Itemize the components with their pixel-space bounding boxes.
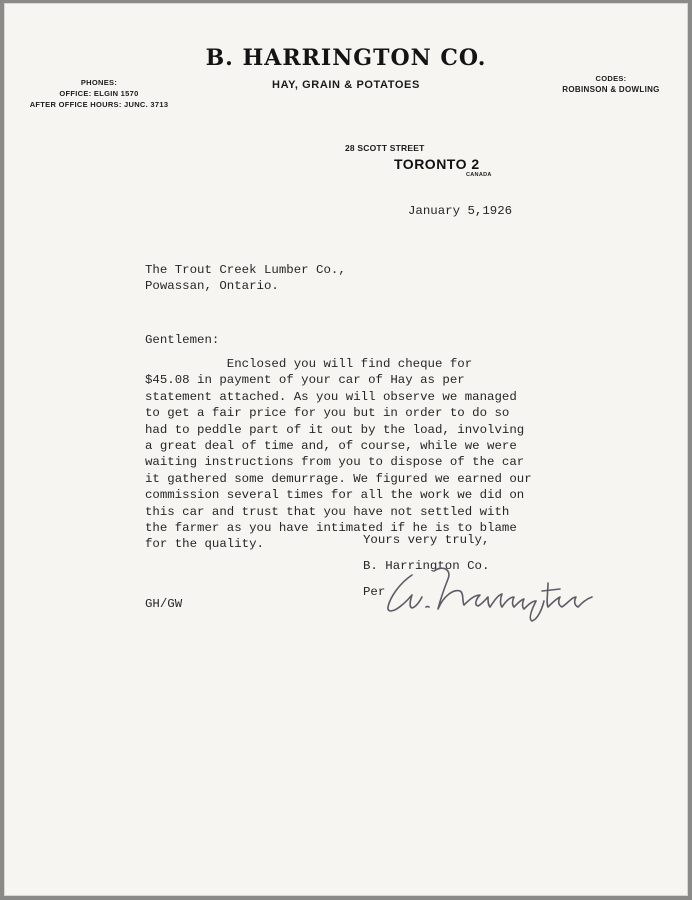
phones-block: [28, 77, 170, 110]
letter-body: [145, 356, 532, 553]
phones-label: PHONES:: [80, 78, 118, 87]
recipient-address: [145, 262, 346, 294]
phone-after-hours: AFTER OFFICE HOURS: JUNC. 3713: [29, 100, 169, 109]
salutation: Gentlemen:: [145, 333, 220, 347]
body-line: had to peddle part of it out by the load, involving: [145, 422, 525, 437]
typist-initials: GH/GW: [145, 597, 183, 611]
body-line: a great deal of time and, of course, while we were: [145, 439, 517, 454]
country: CANADA: [466, 172, 492, 178]
city: TORONTO 2: [394, 156, 480, 172]
body-line: statement attached. As you will observe we managed: [145, 389, 517, 404]
codes-value: ROBINSON & DOWLING: [562, 85, 660, 94]
recipient-line-2: Powassan, Ontario.: [145, 279, 279, 293]
body-line: $45.08 in payment of your car of Hay as per: [145, 373, 465, 388]
body-line: this car and trust that you have not settled with: [145, 504, 510, 519]
business-line: HAY, GRAIN & POTATOES: [272, 79, 420, 91]
company-name: B. HARRINGTON CO.: [205, 45, 487, 71]
body-line: it gathered some demurrage. We figured we earned our: [145, 471, 532, 486]
body-line: commission several times for all the work we did on: [145, 488, 525, 503]
recipient-line-1: The Trout Creek Lumber Co.,: [145, 263, 346, 277]
body-line: for the quality.: [145, 537, 264, 552]
codes-block: [552, 73, 670, 95]
handwritten-signature: [382, 561, 602, 623]
letter-page: B. HARRINGTON CO. HAY, GRAIN & POTATOES PHONES: OFFICE: ELGIN 1570 AFTER OFFICE HOURS: JUNC. 3713 CODES: ROBINSON & DOWLING 28 SCOTT STREET TORONTO 2 CANADA January 5,1926 The Trout Creek Lumber Co., Powassan, Ontario. Gentlemen: Enclosed you will find cheque for $45.08 in payment of your car of Hay as per statement attached. As you will observe we managed to get a fair price for you but in order to do so had to peddle part of it out by the load, involving a great deal of time and, of course, while we were waiting instructions from you to dispose of the car it gathered some demurrage. We figured we earned our commission several times for all the work we did on this car and trust that you have not settled with the farmer as you have intimated if he is to blame for the quality. Yours very truly, B. Harrington Co. Per GH/GW: [4, 3, 688, 896]
phone-office: OFFICE: ELGIN 1570: [59, 89, 139, 98]
body-line: waiting instructions from you to dispose of the car: [145, 455, 525, 470]
body-line: Enclosed you will find cheque for: [145, 357, 473, 371]
body-line: to get a fair price for you but in order to do so: [145, 406, 510, 421]
letter-date: January 5,1926: [408, 204, 513, 218]
body-line: the farmer as you have intimated if he is to blame: [145, 521, 517, 536]
codes-label: CODES:: [595, 74, 627, 83]
street-address: 28 SCOTT STREET: [345, 143, 425, 153]
